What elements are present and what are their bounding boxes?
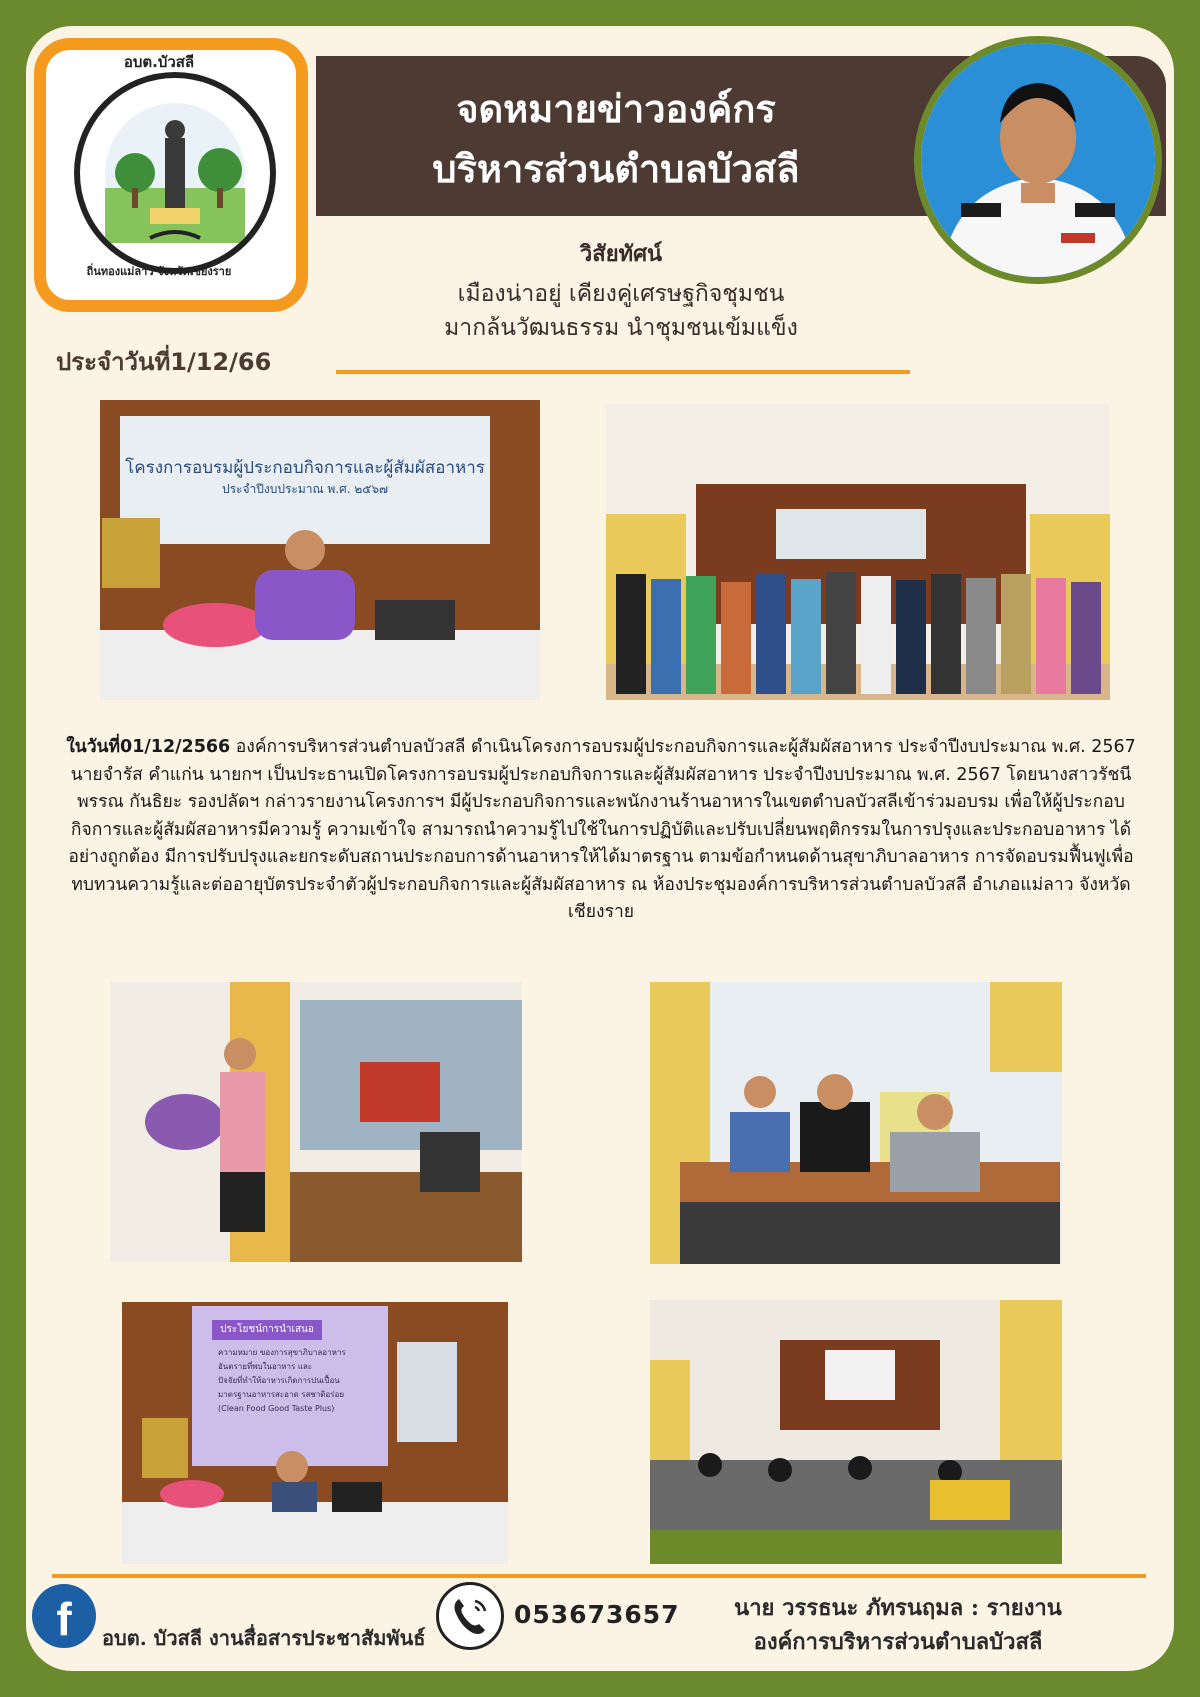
portrait-graphic (921, 43, 1155, 277)
vision-heading: วิสัยทัศน์ (579, 242, 663, 267)
photo4-graphic (650, 982, 1062, 1264)
issue-date: ประจำวันที่1/12/66 (56, 348, 272, 376)
photo1-banner-line2: ประจำปีงบประมาณ พ.ศ. ๒๕๖๗ (221, 482, 389, 496)
header-title-line2: บริหารส่วนตำบลบัวสลี (432, 146, 800, 191)
photo5-slide-title: ประโยชน์การนำเสนอ (212, 1320, 322, 1340)
facebook-page-label: อบต. บัวสลี งานสื่อสารประชาสัมพันธ์ (102, 1626, 426, 1650)
vision-line1: เมืองน่าอยู่ เคียงคู่เศรษฐกิจชุมชน (457, 281, 785, 307)
facebook-icon[interactable]: f (32, 1584, 96, 1648)
article-date-lead: ในวันที่01/12/2566 (66, 737, 231, 757)
article-paragraph2: นายจำรัส คำแก่น นายกฯ เป็นประธานเปิดโครงการอบรมผู้ประกอบกิจการและผู้สัมผัสอาหาร ประจำปีงบประมาณ พ.ศ. 2567 โดยนางสาวรัชนีพรรณ กันธิยะ รองปลัดฯ กล่าวรายงานโครงการฯ มีผู้ประกอบกิจการและพนักงานร้านอาหารในเขตตำบลบัวสลีเข้าร่วมอบรม เพื่อให้ผู้ประกอบกิจการและผู้สัมผัสอาหารมีความรู้ ความเข้าใจ สามารถนำความรู้ไปใช้ในการปฏิบัติและปรับเปลี่ยนพฤติกรรมในการปรุงและประกอบอาหาร ได้อย่างถูกต้อง มีการปรับปรุงและยกระดับสถานประกอบการด้านอาหารให้ได้มาตรฐาน ตามข้อกำหนดด้านสุขาภิบาลอาหาร การจัดอบรมฟื้นฟูเพื่อทบทวนความรู้และต่ออายุบัตรประจำตัวผู้ประกอบกิจการและผู้สัมผัสอาหาร ณ ห้องประชุมองค์การบริหารส่วนตำบลบัวสลี อำเภอแม่ลาว จังหวัดเชียงราย (68, 764, 1134, 922)
phone-number: 053673657 (514, 1600, 680, 1629)
photo-attendees (650, 982, 1062, 1264)
photo6-graphic (650, 1300, 1062, 1564)
article-paragraph1: องค์การบริหารส่วนตำบลบัวสลี ดำเนินโครงการอบรมผู้ประกอบกิจการและผู้สัมผัสอาหาร ประจำปีงบประมาณ พ.ศ. 2567 (230, 737, 1136, 757)
photo1-graphic (100, 400, 540, 700)
phone-icon (436, 1582, 504, 1650)
photo5-slide-items (218, 1346, 388, 1416)
organization-seal-logo (74, 72, 276, 274)
reporter-line2: องค์การบริหารส่วนตำบลบัวสลี (753, 1629, 1043, 1655)
slide-item: ความหมาย ของการสุขาภิบาลอาหาร (218, 1348, 346, 1357)
article-body (66, 734, 1136, 927)
header-divider (336, 370, 910, 374)
seal-graphic (80, 78, 270, 268)
logo-frame (34, 38, 308, 312)
phone-glyph (439, 1585, 501, 1647)
header-title-line1: จดหมายข่าวองค์กร (456, 86, 776, 131)
photo3-graphic (110, 982, 522, 1262)
photo1-banner-line1: โครงการอบรมผู้ประกอบกิจการและผู้สัมผัสอาหาร (125, 458, 485, 478)
slide-item: มาตรฐานอาหารสะอาด รสชาติอร่อย (218, 1390, 345, 1399)
reporter-line1: นาย วรรธนะ ภัทรนฤมล : รายงาน (734, 1595, 1062, 1621)
slide-item: อันตรายที่พบในอาหาร และ (218, 1362, 313, 1371)
newsletter-sheet (26, 26, 1174, 1671)
logo-text-bottom: ถิ่นทองแม่ลาว จังหวัดเชียงราย (86, 265, 232, 278)
logo-text-top: อบต.บัวสลี (123, 53, 195, 71)
photo5-graphic (122, 1302, 508, 1564)
photo-opening-speech (100, 400, 540, 700)
vision-line2: มากล้นวัฒนธรรม นำชุมชนเข้มแข็ง (444, 315, 798, 341)
executive-portrait (914, 36, 1162, 284)
photo-presentation (122, 1302, 508, 1564)
photo-speaker (110, 982, 522, 1262)
photo2-graphic (606, 404, 1110, 700)
photo-hall (650, 1300, 1062, 1564)
slide-item: (Clean Food Good Taste Plus) (218, 1404, 335, 1413)
footer-divider (52, 1574, 1146, 1578)
slide-item: ปัจจัยที่ทำให้อาหารเกิดการปนเปื้อน (218, 1376, 340, 1385)
photo-group (606, 404, 1110, 700)
